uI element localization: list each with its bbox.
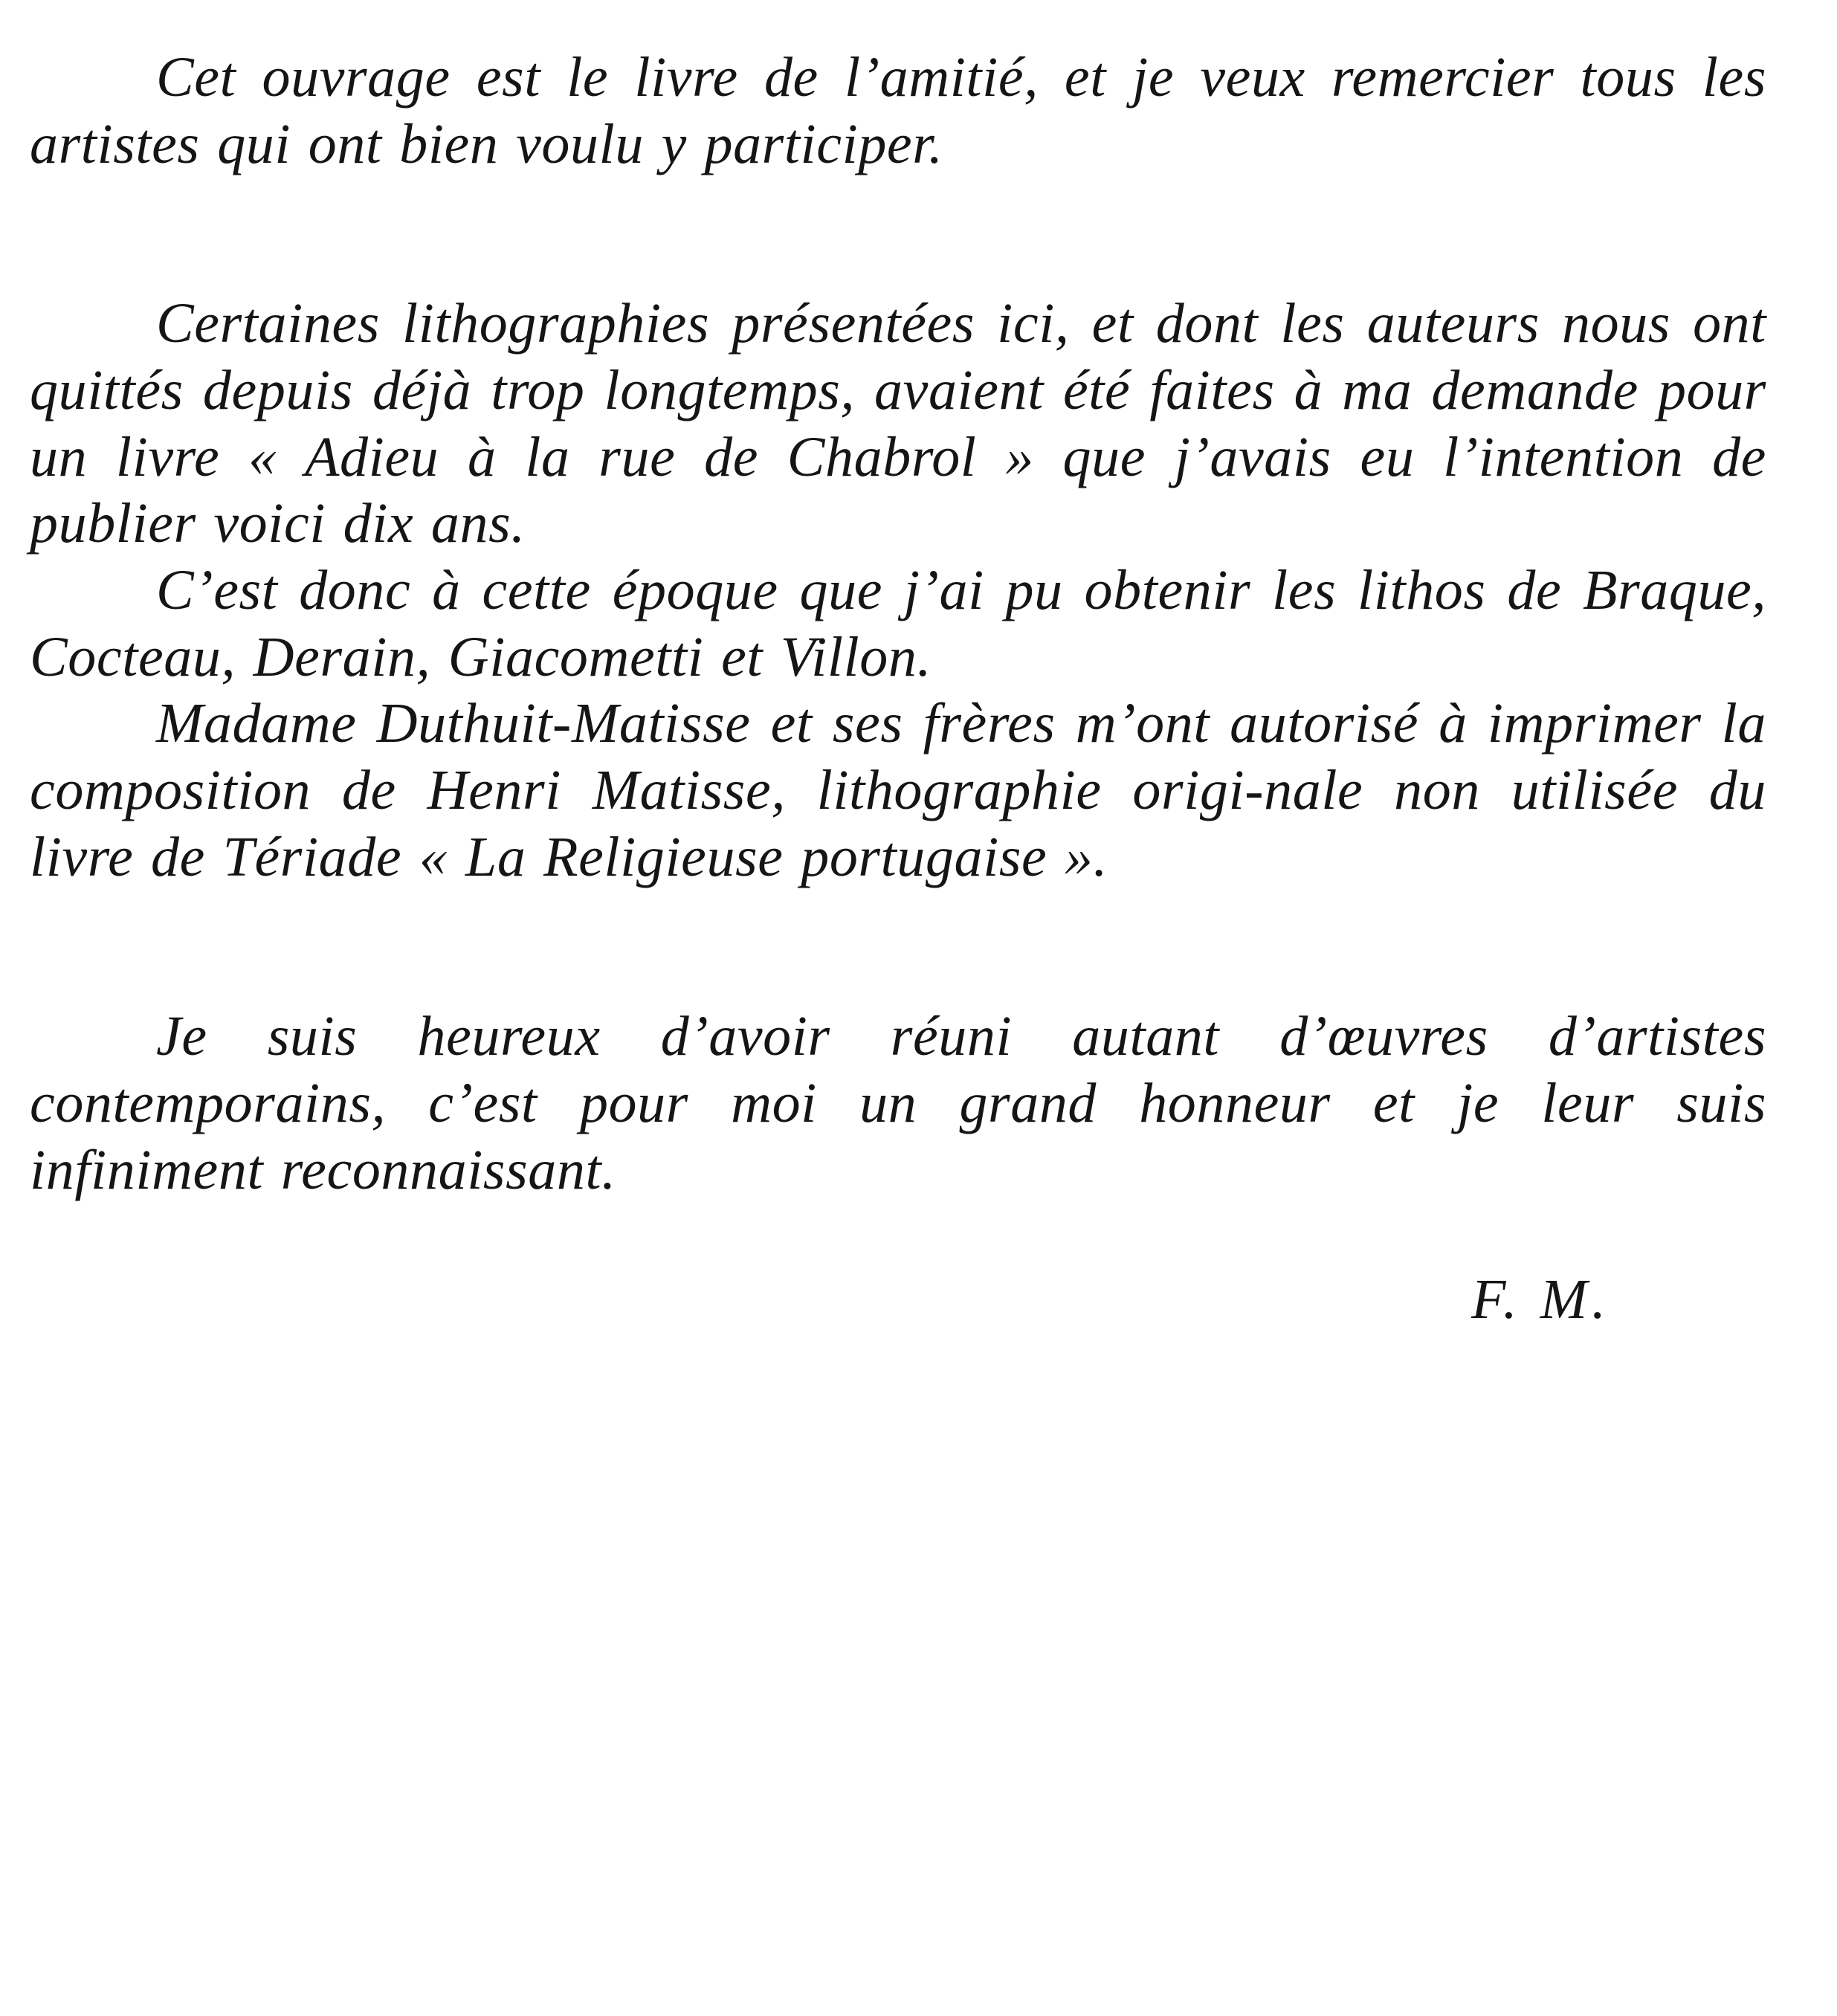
author-initials: F. M.: [1471, 1268, 1610, 1331]
paragraph-2: Certaines lithographies présentées ici, et dont les auteurs nous ont quittés depuis déjà trop longtemps, avaient été faites à ma demande pour un livre « Adieu à la rue de Chabrol » que j’avais eu l’intention de publier voici dix ans.: [30, 292, 1766, 555]
paragraph-4: Madame Duthuit-Matisse et ses frères m’ont autorisé à imprimer la composition de Henri Matisse, lithographie origi-nale non utilisée du livre de Tériade « La Religieuse portugaise ».: [30, 692, 1766, 888]
paragraph-3: C’est donc à cette époque que j’ai pu obtenir les lithos de Braque, Cocteau, Derain, Giacometti et Villon.: [30, 559, 1766, 688]
paragraph-gap: [30, 178, 1766, 291]
paragraph-1: Cet ouvrage est le livre de l’amitié, et je veux remercier tous les artistes qui ont bien voulu y participer.: [30, 46, 1766, 175]
paragraph-gap: [30, 891, 1766, 1004]
signature-row: [30, 1267, 1766, 1332]
document-body: [30, 45, 1766, 1204]
paragraph-5: Je suis heureux d’avoir réuni autant d’œuvres d’artistes contemporains, c’est pour moi un grand honneur et je leur suis infiniment reconnaissant.: [30, 1005, 1766, 1201]
